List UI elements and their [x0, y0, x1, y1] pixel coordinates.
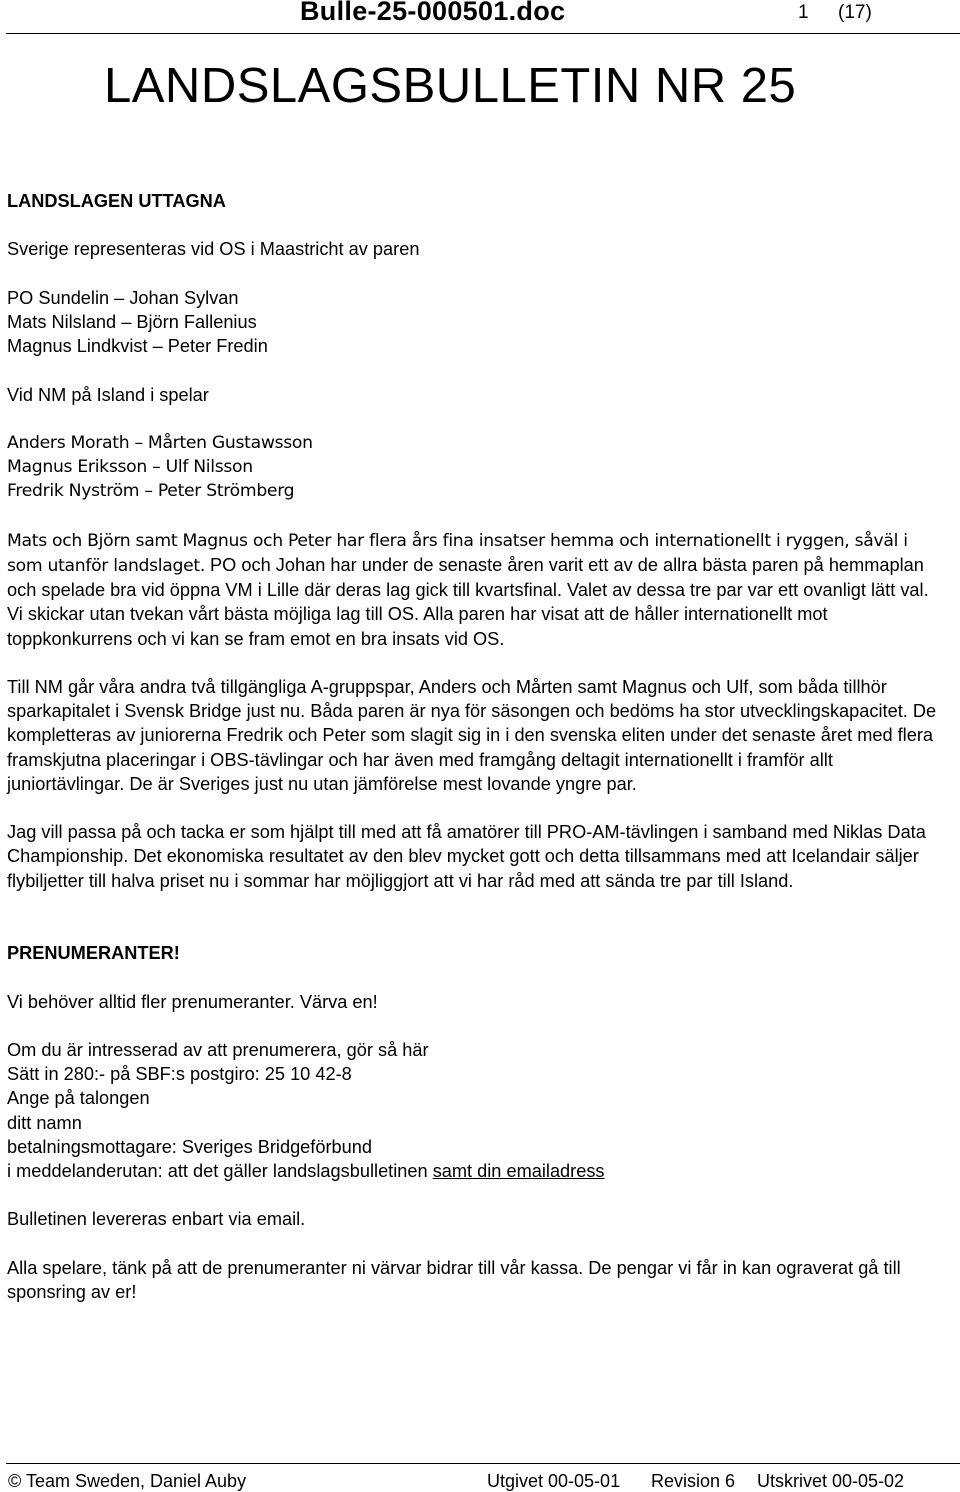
- instruction-line: betalningsmottagare: Sveriges Bridgeförbund: [7, 1136, 372, 1157]
- paragraph-part: PO och Johan har under de senaste åren varit ett av de allra bästa paren på hemmaplan och spelade bra vid öppna VM i Lille där deras lag gick till kvartsfinal. Valet av dessa tre par var ett ovanligt lätt val.: [7, 554, 929, 601]
- closing-paragraph: Alla spelare, tänk på att de prenumeranter ni värvar bidrar till vår kassa. De pengar vi får in kan ograverat gå till sponsring av er!: [7, 1257, 901, 1302]
- nm-pair: Anders Morath – Mårten Gustawsson: [7, 432, 313, 453]
- nm-pairs-list: [7, 431, 947, 504]
- nm-pair: Magnus Eriksson – Ulf Nilsson: [7, 457, 253, 478]
- os-pair: PO Sundelin – Johan Sylvan: [7, 287, 239, 308]
- team-selection-paragraph: [7, 528, 947, 651]
- page-total: (17): [838, 2, 872, 23]
- document-filename: Bulle-25-000501.doc: [300, 0, 566, 26]
- delivery-note: Bulletinen levereras enbart via email.: [7, 1209, 306, 1230]
- document-body: [7, 189, 947, 1328]
- instruction-line: ditt namn: [7, 1112, 82, 1133]
- document-title: LANDSLAGSBULLETIN NR 25: [104, 59, 797, 113]
- nm-intro: Vid NM på Island i spelar: [7, 384, 209, 405]
- os-pair: Magnus Lindkvist – Peter Fredin: [7, 336, 268, 357]
- header-divider: [6, 33, 960, 34]
- nm-team-paragraph: Till NM går våra andra två tillgängliga A-gruppspar, Anders och Mårten samt Magnus och Ulf, som båda tillhör sparkapitalet i Svensk Bridge just nu. Båda paren är nya för säsongen och bedöms ha stor utvecklingskapacitet. De kompletteras av juniorerna Fredrik och Peter som slagit sig in i den svenska eliten under det senaste året med flera framskjutna placeringar i OBS-tävlingar och har även med framgång deltagit internationellt i framför allt juniortävlingar. De är Sveriges just nu utan jämförelse mest lovande yngre par.: [7, 676, 937, 794]
- section-heading-landslagen: LANDSLAGEN UTTAGNA: [7, 191, 226, 211]
- footer-issued-date: Utgivet 00-05-01: [487, 1471, 621, 1491]
- paragraph-part: Vi skickar utan tvekan vårt bästa möjliga lag till OS. Alla paren har visat att de håller internationellt mot toppkonkurrens och vi kan se fram emot en bra insats vid OS.: [7, 604, 828, 649]
- footer-revision: Revision 6: [651, 1471, 736, 1491]
- subscriber-call: Vi behöver alltid fler prenumeranter. Värva en!: [7, 991, 378, 1012]
- os-pairs-list: [7, 286, 947, 359]
- footer-printed-date: Utskrivet 00-05-02: [757, 1471, 905, 1491]
- instruction-line: i meddelanderutan: att det gäller landslagsbulletinen: [7, 1160, 433, 1181]
- instruction-line: Ange på talongen: [7, 1088, 150, 1109]
- paragraph-part: Mats och Björn samt Magnus och Peter har flera års fina insatser hemma och internationellt i ryggen, såväl i som utanför landslaget.: [7, 530, 908, 576]
- os-pair: Mats Nilsland – Björn Fallenius: [7, 311, 257, 332]
- section-heading-prenumeranter: PRENUMERANTER!: [7, 943, 180, 964]
- footer-copyright: © Team Sweden, Daniel Auby: [8, 1471, 247, 1491]
- instruction-line: Om du är intresserad av att prenumerera, gör så här: [7, 1039, 429, 1060]
- page-number: 1: [798, 2, 809, 23]
- footer-divider: [6, 1463, 960, 1464]
- nm-pair: Fredrik Nyström – Peter Strömberg: [7, 481, 295, 502]
- os-intro: Sverige representeras vid OS i Maastricht av paren: [7, 239, 420, 260]
- subscription-instructions: [7, 1038, 947, 1183]
- email-requirement: samt din emailadress: [432, 1160, 605, 1181]
- instruction-line: Sätt in 280:- på SBF:s postgiro: 25 10 42-8: [7, 1064, 352, 1085]
- thanks-paragraph: Jag vill passa på och tacka er som hjälpt till med att få amatörer till PRO-AM-tävlingen i samband med Niklas Data Championship. Det ekonomiska resultatet av den blev mycket gott och detta tillsammans med att Icelandair säljer flybiljetter till halva priset nu i sommar har möjliggjort att vi har råd med att sända tre par till Island.: [7, 822, 926, 891]
- page-header: [0, 0, 960, 28]
